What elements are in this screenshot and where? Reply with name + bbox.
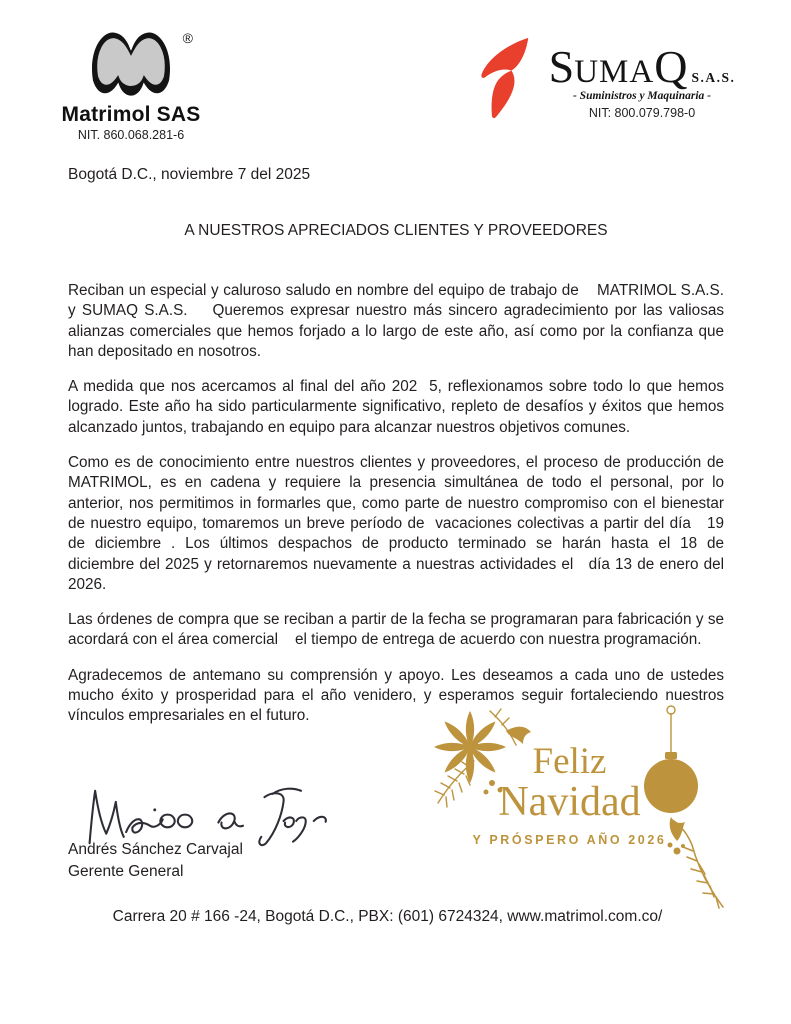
signer-title: Gerente General (68, 863, 184, 880)
letter-body (68, 281, 741, 742)
sumaq-suffix: S.A.S. (691, 70, 736, 85)
molar-m-icon (81, 26, 181, 102)
paragraph-thanks: Agradecemos de antemano su comprensión y apoyo. Les deseamos a cada uno de ustedes mucho éxito y prosperidad para el año venidero, y esperamos seguir fortaleciendo nuestros vínculos empresariales en el futuro. (68, 666, 729, 725)
card-prospero-ano: Y PRÓSPERO AÑO 2026 (472, 833, 667, 848)
sumaq-nit: NIT: 800.079.798-0 (588, 106, 696, 121)
matrimol-company-name: Matrimol SAS (61, 103, 201, 126)
sumaq-word-mid: UMA (574, 54, 655, 90)
letter-heading: A NUESTROS APRECIADOS CLIENTES Y PROVEEDORES (184, 222, 608, 239)
card-text-block (452, 743, 687, 847)
red-flame-s-icon (476, 36, 532, 122)
card-feliz: Feliz (532, 741, 607, 782)
paragraph-orders: Las órdenes de compra que se reciban a partir de la fecha se programaran para fabricación y se acordará con el área comercial el tiempo de entrega de acuerdo con nuestra programación. (68, 611, 729, 649)
paragraph-reflection: A medida que nos acercamos al final del año 202 5, reflexionamos sobre todo lo que hemos logrado. Este año ha sido particularmente significativo, repleto de desafíos y éxitos que hemos alcanzado juntos, trabajando en equipo para alcanzar nuestros objetivos comunes. (68, 378, 729, 436)
matrimol-logo-block (55, 26, 207, 142)
christmas-card (430, 695, 730, 910)
registered-trademark-icon: ® (182, 30, 193, 46)
paragraph-greeting: Reciban un especial y caluroso saludo en nombre del equipo de trabajo de MATRIMOL S.A.S. y SUMAQ S.A.S. Queremos expresar nuestro más sincero agradecimiento por las valiosas alianzas comerciales que hemos forjado a lo largo de este año, así como por la confianza que han depositado en nosotros. (68, 282, 737, 360)
paragraph-vacations: Como es de conocimiento entre nuestros clientes y proveedores, el proceso de producción de MATRIMOL, es en cadena y requiere la presencia simultánea de todo el personal, por lo anterior, nos permitimos in formarles que, como parte de nuestro compromiso con el bienestar de nuestro equipo, tomaremos un breve período de vacaciones colectivas a partir del día 19 de diciembre . Los últimos despachos de producto terminado se harán hasta el 18 de diciembre del 2025 y retornaremos nuevamente a nuestras actividades el día 13 de enero del 2026. (68, 454, 741, 593)
date-line: Bogotá D.C., noviembre 7 del 2025 (68, 166, 311, 183)
sumaq-logo-block (476, 34, 750, 134)
card-navidad: Navidad (498, 779, 641, 825)
matrimol-molar-m-icon (81, 26, 181, 102)
sumaq-flame-icon (476, 36, 532, 127)
signer-name: Andrés Sánchez Carvajal (68, 841, 243, 858)
sumaq-word-q: Q (654, 41, 688, 92)
footer-address: Carrera 20 # 166 -24, Bogotá D.C., PBX: (601) 6724324, www.matrimol.com.co/ (112, 908, 663, 925)
sumaq-word-initial: S (548, 41, 575, 92)
matrimol-nit: NIT. 860.068.281-6 (77, 128, 185, 142)
sumaq-tagline: - Suministros y Maquinaria - (572, 90, 712, 103)
sumaq-wordmark (536, 41, 748, 92)
sumaq-wordmark-block (536, 41, 748, 121)
handwritten-signature (58, 786, 358, 848)
